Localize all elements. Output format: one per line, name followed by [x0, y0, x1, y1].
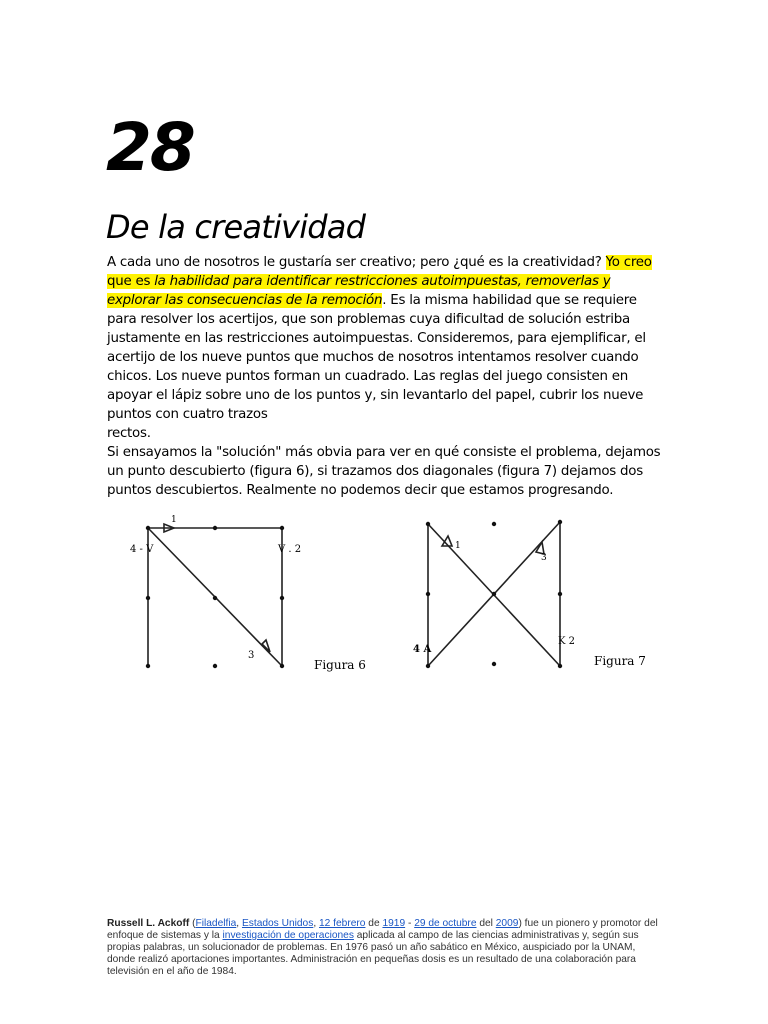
chapter-title: De la creatividad: [106, 208, 366, 246]
link-estados-unidos[interactable]: Estados Unidos: [241, 918, 314, 929]
figure-6-label-3: 3: [248, 650, 255, 661]
link-filadelfia[interactable]: Filadelfia: [195, 918, 237, 929]
figure-6-label-1: 1: [171, 515, 177, 525]
link-investigacion-operaciones[interactable]: investigación de operaciones: [222, 930, 354, 941]
footnote: [107, 918, 662, 978]
highlight-normal: Yo creo que es: [107, 255, 652, 289]
highlight-italic: la habilidad para identificar restricciones autoimpuestas, removerlas y explorar las consecuencias de la remoción: [107, 274, 611, 308]
figure-7-label-3: 3: [541, 553, 547, 563]
figure-6-label-2: V . 2: [278, 544, 302, 555]
link-12-febrero[interactable]: 12 febrero: [319, 918, 366, 929]
body-text: [107, 253, 667, 500]
figure-6-diagram: [128, 508, 368, 680]
figure-7: [408, 512, 668, 680]
figure-7-diagram: [408, 512, 668, 680]
link-2009[interactable]: 2009: [495, 918, 519, 929]
paragraph-1: [107, 253, 667, 443]
link-29-octubre[interactable]: 29 de octubre: [414, 918, 477, 929]
footnote-text: del: [476, 918, 496, 929]
figure-7-label-1: 1: [455, 541, 461, 551]
footnote-text: (: [189, 918, 196, 929]
paragraph-1-intro: A cada uno de nosotros le gustaría ser creativo; pero ¿qué es la creatividad?: [107, 255, 606, 270]
paragraph-1-body: . Es la misma habilidad que se requiere para resolver los acertijos, que son problemas cuya dificultad de solución estriba justamente en las restricciones autoimpuestas. Consideremos, para ejemplificar, el acertijo de los nueve puntos que muchos de nosotros intentamos resolver cuando chicos. Los nueve puntos forman un cuadrado. Las reglas del juego consisten en apoyar el lápiz sobre uno de los puntos y, sin levantarlo del papel, cubrir los nueve puntos con cuatro trazos: [107, 293, 646, 422]
footnote-author: Russell L. Ackoff: [107, 918, 190, 929]
figure-6-label-4: 4 - V: [130, 544, 154, 555]
figure-7-caption: Figura 7: [594, 654, 646, 668]
figure-6-caption: Figura 6: [314, 658, 366, 672]
link-1919[interactable]: 1919: [382, 918, 406, 929]
footnote-text: ,: [313, 918, 319, 929]
footnote-text: ) fue un pionero y promotor del enfoque de sistemas y la: [107, 918, 658, 941]
footnote-text: ,: [236, 918, 242, 929]
figure-7-label-2: K 2: [558, 636, 576, 647]
footnote-text: -: [405, 918, 415, 929]
paragraph-2: Si ensayamos la "solución" más obvia para ver en qué consiste el problema, dejamos un punto descubierto (figura 6), si trazamos dos diagonales (figura 7) dejamos dos puntos descubiertos. Realmente no podemos decir que estamos progresando.: [107, 445, 661, 498]
footnote-text: de: [365, 918, 383, 929]
paragraph-1-end: rectos.: [107, 426, 151, 441]
chapter-number: 28: [106, 109, 194, 186]
footnote-text: aplicada al campo de las ciencias administrativas y, según sus propias palabras, un solucionador de problemas. En 1976 pasó un año sabático en México, auspiciado por la UNAM, donde realizó aportaciones importantes. Administración en pequeñas dosis es un resultado de una colaboración para televisión en el año de 1984.: [107, 930, 639, 977]
figure-7-label-4: 4 A: [413, 644, 432, 655]
figure-6: [128, 508, 368, 680]
